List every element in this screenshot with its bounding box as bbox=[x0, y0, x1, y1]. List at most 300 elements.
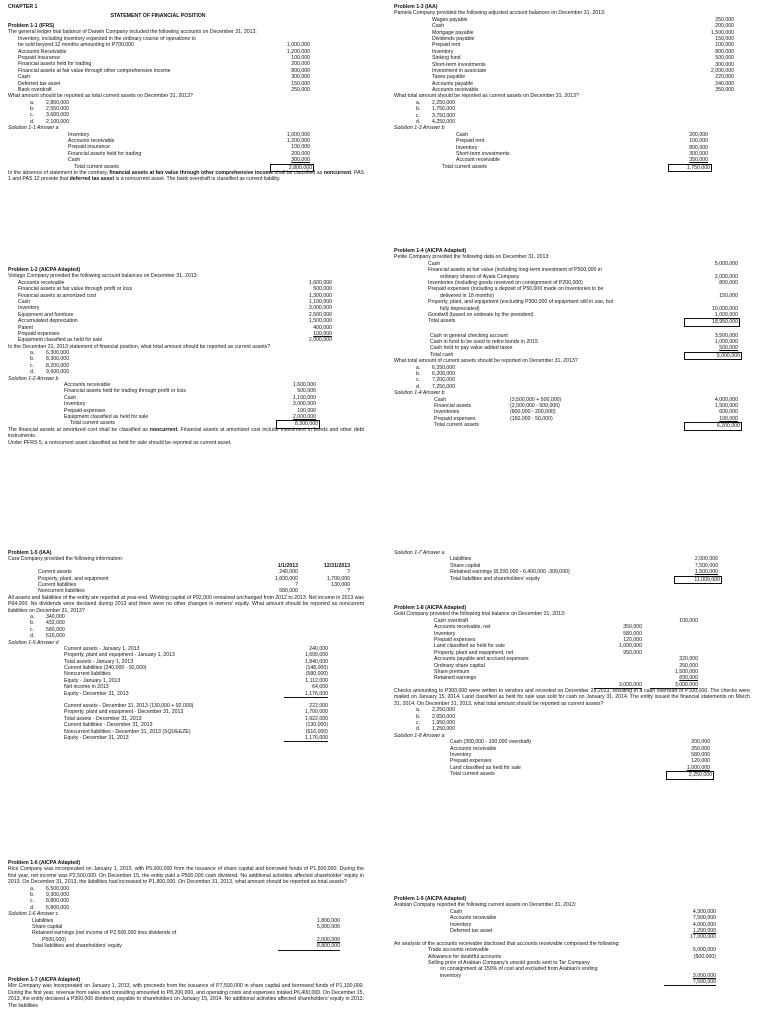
option-value: 7,250,000 bbox=[432, 383, 456, 390]
option-value: 7,200,000 bbox=[432, 377, 456, 384]
item-value: 400,000 bbox=[313, 324, 332, 331]
option-value: 340,000 bbox=[46, 613, 65, 620]
item-label: Prepaid expenses bbox=[450, 758, 492, 765]
item-value: 2,000,000 bbox=[694, 556, 718, 563]
item-value: 8,300,000 bbox=[276, 420, 320, 428]
question: What amount should be reported as total current assets on December 31, 2013? bbox=[8, 93, 193, 100]
consignment-row: on consignment at 150% of cost and excluded from Arabian's ending bbox=[440, 966, 598, 973]
item-label: Total current assets bbox=[70, 420, 115, 427]
options-list bbox=[394, 100, 750, 126]
item-value: 1,750,000 bbox=[668, 164, 712, 172]
item-value: 250,000 bbox=[291, 86, 310, 93]
item-label: Total current assets bbox=[442, 163, 487, 170]
item-label: Patent bbox=[18, 324, 33, 331]
item-label: Cash overdraft bbox=[434, 617, 469, 624]
item-label: Total current assets bbox=[434, 422, 479, 429]
solution-label: Solution 1-3 Answer b bbox=[394, 125, 445, 132]
item-value: 2,500,000 bbox=[308, 311, 332, 318]
item-value: (148,000) bbox=[305, 665, 328, 672]
item-label: Total current assets bbox=[450, 771, 495, 778]
item-label: Prepaid rent bbox=[456, 138, 485, 145]
item-value: 5,000,000 bbox=[684, 352, 742, 360]
item-value: 300,000 bbox=[715, 61, 734, 68]
item-value: ? bbox=[347, 569, 350, 576]
item-value: 500,000 bbox=[719, 345, 738, 352]
item-value: (580,000) bbox=[305, 671, 328, 678]
explanation: The financial assets at amortized cost shall be classified as noncurrent. Financial assets at amortized cost include investment in bonds and other debt instruments. bbox=[8, 426, 364, 440]
item-label: Inventory bbox=[68, 131, 90, 138]
solution-list-1 bbox=[8, 646, 364, 697]
option-value: 1,950,000 bbox=[432, 720, 456, 727]
problem-intro: Arabian Company reported the following current assets on December 31, 2013: bbox=[394, 902, 577, 909]
option-letter: d. bbox=[30, 369, 35, 376]
solution-label: Solution 1-5 Answer d bbox=[8, 639, 59, 646]
item-label: Investment in associate bbox=[432, 67, 487, 74]
item-value: 2,250,000 bbox=[666, 771, 714, 779]
solution-list-2 bbox=[8, 703, 364, 741]
item-value: 1,300,000 bbox=[308, 292, 332, 299]
option-letter: a. bbox=[416, 364, 421, 371]
item-value: 800,000 bbox=[715, 48, 734, 55]
item-label: Total assets - January 1, 2013 bbox=[64, 658, 134, 665]
data-row: Prepaid expenses (including a deposit of P50,000 made on inventories to be bbox=[428, 286, 604, 293]
item-label: Accounts Receivable bbox=[18, 48, 67, 55]
problem-intro: Violago Company provided the following account balances on December 31, 2013: bbox=[8, 273, 198, 280]
solution-row: Share capital 5,000,000 bbox=[32, 923, 340, 930]
item-label: Ordinary share capital bbox=[434, 662, 485, 669]
item-label: Account receivable bbox=[456, 157, 500, 164]
item-label: Noncurrent liabilities - December 31, 2013 (SQUEEZE) bbox=[64, 728, 191, 735]
item-label: Current liabilities - December 31, 2013 bbox=[64, 722, 153, 729]
solution-row bbox=[8, 691, 364, 697]
item-calculation: (150,000 - 50,000) bbox=[510, 415, 553, 422]
item-value: 2,000,000 bbox=[710, 67, 734, 74]
item-label: Accounts receivable bbox=[18, 279, 65, 286]
item-label: Equipment classified as held for sale bbox=[18, 337, 103, 344]
options-list bbox=[8, 886, 364, 912]
item-label: Net income in 2013 bbox=[64, 684, 109, 691]
item-label: Total current assets bbox=[74, 163, 119, 170]
option-value: 8,300,000 bbox=[46, 356, 70, 363]
item-value: 320,000 bbox=[679, 656, 698, 663]
item-value: 100,000 bbox=[679, 617, 698, 624]
option-letter: d. bbox=[416, 119, 421, 126]
explanation: In the absence of statement to the contrary, financial assets at fair value through other comprehensive income shall be classified as noncurrent. PAS 1 and PAS 12 provide that deferred tax asset is a noncurrent asset. The bank overdraft is classified as current liability. bbox=[8, 169, 364, 183]
options-list bbox=[8, 100, 364, 126]
solution-list bbox=[394, 397, 750, 429]
item-label: Total assets - December 31, 2013 bbox=[64, 715, 142, 722]
option-letter: d. bbox=[416, 383, 421, 390]
item-value: 950,000 bbox=[623, 649, 642, 656]
option-value: 2,050,000 bbox=[432, 713, 456, 720]
item-value: 300,000 bbox=[291, 157, 310, 164]
item-label: Allowance for doubtful accounts bbox=[428, 953, 502, 960]
problem-1-4 bbox=[394, 248, 750, 429]
option-letter: b. bbox=[30, 106, 35, 113]
item-value: 100,000 bbox=[297, 407, 316, 414]
item-label: Prepaid Insurance bbox=[18, 54, 61, 61]
item-label: Inventory bbox=[450, 921, 472, 928]
item-label: Dividends payable bbox=[432, 35, 475, 42]
consignment-row: Selling price of Arabian Company's unsold goods sent to Tar Company bbox=[428, 959, 590, 966]
item-label: Sinking fund bbox=[432, 55, 461, 62]
problem-title: Problem 1-9 (AICPA Adapted) bbox=[394, 896, 467, 902]
item-value: 130,000 bbox=[331, 581, 350, 588]
option-letter: a. bbox=[30, 613, 35, 620]
option-value: 2,250,000 bbox=[432, 707, 456, 714]
solution-label: Solution 1-4 Answer b bbox=[394, 390, 445, 397]
item-label: Inventory, including inventory expected in the ordinary course of operations to bbox=[18, 35, 196, 42]
problem-1-6 bbox=[8, 860, 364, 950]
item-value: 1,922,000 bbox=[304, 715, 328, 722]
item-value: 64,000 bbox=[312, 684, 328, 691]
item-label: Cash (300,000 - 100,000 overdraft) bbox=[450, 739, 532, 746]
item-label: Prepaid expenses bbox=[434, 415, 476, 422]
option-letter: c. bbox=[416, 720, 421, 727]
item-label: Current assets - January 1, 2013 bbox=[64, 645, 140, 652]
item-label: Taxes payable bbox=[432, 74, 466, 81]
item-label: Accounts receivable, net bbox=[434, 624, 491, 631]
item-label: Mortgage payable bbox=[432, 29, 474, 36]
analysis-intro: An analysis of the accounts receivable disclosed that accounts receivable comprised the following: bbox=[394, 940, 620, 947]
option-value: 432,000 bbox=[46, 620, 65, 627]
item-value: 1,100,000 bbox=[292, 394, 316, 401]
item-value: 4,300,000 bbox=[692, 908, 716, 915]
item-label: Accounts receivable bbox=[432, 87, 479, 94]
item-value: 250,000 bbox=[679, 662, 698, 669]
item-value: 1,500,000 bbox=[694, 569, 718, 576]
item-label: Cash in fund to be used to retire bonds in 2015 bbox=[430, 339, 538, 346]
item-value: 1,600,000 bbox=[274, 575, 298, 582]
explanation-2: Under PFRS 5, a noncurrent asset classified as held for sale should be reported as current asset. bbox=[8, 439, 232, 446]
item-label: be sold beyond 12 months amounting to P700,000 bbox=[18, 42, 134, 49]
data-row: Property, plant, and equipment (excluding P300,000 of equipment still in use, but bbox=[428, 299, 614, 306]
problem-title: Problem 1-3 (IAA) bbox=[394, 4, 438, 10]
option-value: 6,300,000 bbox=[46, 350, 70, 357]
option-value: 1,750,000 bbox=[432, 106, 456, 113]
item-label: Land classified as held for sale bbox=[450, 764, 521, 771]
item-value: (500,000) bbox=[693, 953, 716, 960]
item-label: Total liabilities and shareholders' equity bbox=[450, 575, 540, 582]
option-letter: b. bbox=[30, 620, 35, 627]
item-value: 1,600,000 bbox=[292, 382, 316, 389]
item-value: 1,176,000 bbox=[284, 735, 328, 742]
item-label: Short-term investments bbox=[432, 61, 486, 68]
item-label: Retained earnings bbox=[434, 675, 477, 682]
option-value: 9,600,000 bbox=[46, 369, 70, 376]
item-value: ? bbox=[347, 588, 350, 595]
item-value: 1,500,000 bbox=[714, 402, 738, 409]
data-row: fully depreciated) 10,000,000 bbox=[440, 305, 738, 312]
item-label: Short-term investments bbox=[456, 150, 510, 157]
problem-paragraph: Rice Company was incorporated on January 1, 2013, with P5,000,000 from the issuance of share capital and borrowed funds of P1,500,000. During the first year, net income was P2,500,000. On December 15, the entity paid a P500,000 cash dividend. No additional activities affected shareholder' equity in 2013. On December 31, 2013, the liabilities had increased to P1,800,000. On December 31, 2013, what amount should be reported as total assets? bbox=[8, 866, 364, 886]
question: What total amount of current assets should be reported on December 31, 2013? bbox=[394, 358, 578, 365]
item-label: Accounts payable bbox=[432, 80, 473, 87]
option-value: 6,500,000 bbox=[46, 885, 70, 892]
item-label: Deferred tax asset bbox=[18, 80, 61, 87]
solution-row bbox=[394, 771, 750, 777]
item-value: ? bbox=[295, 581, 298, 588]
trial-balance-total: 3,000,000 3,000,000 bbox=[394, 682, 750, 688]
item-value: 580,000 bbox=[691, 752, 710, 759]
item-label: Accounts receivable bbox=[64, 382, 111, 389]
item-value: 120,000 bbox=[623, 636, 642, 643]
item-label: Cash in general checking account bbox=[430, 332, 508, 339]
item-value: 1,700,000 bbox=[304, 709, 328, 716]
data-row: Cash 5,000,000 bbox=[428, 260, 738, 267]
solution-list bbox=[8, 382, 364, 427]
item-value: 1,000,000 bbox=[286, 131, 310, 138]
item-label: Inventory bbox=[450, 752, 472, 759]
item-value: 1,000,000 bbox=[686, 764, 710, 771]
data-row: Inventories (including goods received on consignment of P200,000) 800,000 bbox=[428, 279, 738, 286]
item-value: 800,000 bbox=[689, 144, 708, 151]
item-value: 150,000 bbox=[715, 35, 734, 42]
item-value: 3,000,000 bbox=[308, 305, 332, 312]
account-list bbox=[394, 17, 750, 94]
item-label: Accounts receivable bbox=[450, 745, 497, 752]
option-letter: a. bbox=[416, 707, 421, 714]
option-value: 3,750,000 bbox=[432, 112, 456, 119]
receivables-total: 7,500,000 bbox=[394, 979, 750, 985]
problem-title: Problem 1-6 (AICPA Adapted) bbox=[8, 860, 81, 866]
cash-breakdown bbox=[394, 333, 750, 359]
item-value: 7,500,000 bbox=[692, 915, 716, 922]
item-label: Property, plant and equipment - January 1, 2013 bbox=[64, 652, 175, 659]
item-label: Prepaid expenses bbox=[64, 407, 106, 414]
option-letter: d. bbox=[30, 633, 35, 640]
data-row: Financial assets at fair value (including long-term investment of P500,000 in bbox=[428, 267, 602, 274]
item-label: Noncurrent liabilities bbox=[38, 588, 85, 595]
option-value: 4,250,000 bbox=[432, 119, 456, 126]
option-value: 6,200,000 bbox=[432, 371, 456, 378]
item-value: 300,000 bbox=[291, 74, 310, 81]
solution-label: Solution 1-8 Answer a bbox=[394, 732, 445, 739]
option-value: 1,250,000 bbox=[432, 726, 456, 733]
item-label: Inventory bbox=[434, 630, 456, 637]
item-value: 4,000,000 bbox=[692, 921, 716, 928]
item-label: Financial assets held for trading bbox=[68, 150, 142, 157]
item-label: Cash bbox=[456, 131, 469, 138]
option-letter: b. bbox=[30, 356, 35, 363]
option-value: 616,000 bbox=[46, 633, 65, 640]
solution-label: Solution 1-7 Answer a bbox=[394, 550, 445, 556]
option-letter: a. bbox=[416, 99, 421, 106]
item-label: Prepaid expenses bbox=[18, 330, 60, 337]
solution-row bbox=[394, 164, 750, 170]
item-label: Inventory bbox=[456, 144, 478, 151]
item-label: Property, plant and equipment, net bbox=[434, 649, 514, 656]
problem-title: Problem 1-4 (AICPA Adapted) bbox=[394, 248, 467, 254]
item-value: 350,000 bbox=[623, 624, 642, 631]
item-label: Property, plant, and equipment bbox=[38, 575, 109, 582]
solution-list bbox=[394, 739, 750, 777]
options-list bbox=[394, 365, 750, 391]
consignment-row: inventory 3,000,000 bbox=[440, 972, 716, 979]
option-letter: a. bbox=[30, 885, 35, 892]
item-label: Cash bbox=[18, 74, 31, 81]
item-label: Bank overdraft bbox=[18, 86, 52, 93]
solution-row: P500,000) 2,000,000 bbox=[42, 936, 340, 943]
problem-1-1 bbox=[8, 23, 364, 183]
item-label: Equity - December 31, 2013 bbox=[64, 734, 129, 741]
problem-paragraph: Checks amounting to P300,000 were written to vendors and recorded on December 29,2013, resulting in a cash overdraft of P100,000. The checks were mailed on January 15, 2014. Land classified as held for sale was sold for cash on January 31, 2014. The entity issued the financial statements on March 31, 2014. On December 31, 2013, what total amount should be reported as current assets? bbox=[394, 688, 750, 707]
item-label: Share capital bbox=[450, 562, 481, 569]
item-value: 100,000 bbox=[291, 54, 310, 61]
item-value: 100,000 bbox=[689, 138, 708, 145]
option-letter: b. bbox=[416, 713, 421, 720]
item-label: Current assets bbox=[38, 569, 72, 576]
item-value: 500,000 bbox=[715, 55, 734, 62]
item-value: 1,200,000 bbox=[286, 138, 310, 145]
option-letter: d. bbox=[416, 726, 421, 733]
item-value: 240,000 bbox=[279, 569, 298, 576]
item-label: Accumulated depreciation bbox=[18, 318, 78, 325]
problem-intro: Pamela Company provided the following adjusted account balances on December 31, 2013: bbox=[394, 10, 606, 17]
option-letter: b. bbox=[30, 892, 35, 898]
problem-title: Problem 1-2 (AICPA Adapted) bbox=[8, 267, 81, 273]
problem-1-7 bbox=[8, 977, 364, 1009]
option-value: 3,600,000 bbox=[46, 112, 70, 119]
item-value: 1,500,000 bbox=[674, 668, 698, 675]
item-value: 2,800,000 bbox=[270, 164, 314, 172]
item-label: Inventory bbox=[18, 305, 40, 312]
item-value: 2,000,000 bbox=[292, 413, 316, 420]
item-value: (616,000) bbox=[305, 728, 328, 735]
item-label: Share premium bbox=[434, 668, 470, 675]
option-value: 6,800,000 bbox=[46, 904, 70, 911]
options-list bbox=[394, 707, 750, 733]
item-value: 350,000 bbox=[715, 87, 734, 94]
item-label: Equity - January 1, 2013 bbox=[64, 677, 121, 684]
option-value: 6,250,000 bbox=[432, 364, 456, 371]
option-letter: a. bbox=[30, 350, 35, 357]
item-label: Cash bbox=[18, 298, 31, 305]
item-label: Financial assets bbox=[434, 402, 472, 409]
item-value: 250,000 bbox=[715, 16, 734, 23]
trial-balance bbox=[394, 618, 750, 682]
problem-1-5 bbox=[8, 550, 364, 741]
item-label: Trade accounts receivable bbox=[428, 947, 489, 954]
item-value: 350,000 bbox=[689, 157, 708, 164]
item-value: 350,000 bbox=[691, 745, 710, 752]
option-value: 8,200,000 bbox=[46, 362, 70, 369]
item-value: 200,000 bbox=[689, 131, 708, 138]
item-value: 3,500,000 bbox=[714, 332, 738, 339]
chapter-label: CHAPTER 1 bbox=[8, 4, 38, 10]
receivables-list bbox=[394, 947, 750, 960]
option-letter: c. bbox=[30, 112, 35, 119]
item-value: 1,000,000 bbox=[286, 42, 310, 49]
option-letter: c. bbox=[30, 362, 35, 369]
item-value: 1,100,000 bbox=[308, 298, 332, 305]
option-value: 8,800,000 bbox=[46, 898, 70, 905]
question: In the December 31, 2013 statement of financial position, what total amount should be reported as current assets? bbox=[8, 343, 271, 350]
item-value: 500,000 bbox=[297, 388, 316, 395]
item-value: 830,000 bbox=[679, 675, 698, 682]
option-value: 9,300,000 bbox=[46, 892, 70, 898]
balance-table bbox=[8, 569, 364, 595]
item-label: Inventories bbox=[434, 409, 460, 416]
solution-row: Liabilities 1,800,000 bbox=[32, 917, 340, 924]
item-value: (130,000) bbox=[305, 722, 328, 729]
item-value: 100,000 bbox=[291, 144, 310, 151]
item-label: Cash bbox=[68, 157, 81, 164]
item-value: 1,200,000 bbox=[692, 927, 716, 934]
question: What total amount should be reported as current assets on December 31, 2013? bbox=[394, 93, 579, 100]
problem-1-9 bbox=[394, 896, 750, 985]
solution-1-7 bbox=[394, 550, 750, 582]
item-value: 4,000,000 bbox=[714, 396, 738, 403]
solution-row bbox=[8, 420, 364, 426]
option-value: 2,100,000 bbox=[46, 118, 70, 125]
item-value: 1,840,000 bbox=[304, 658, 328, 665]
item-label: Inventory bbox=[64, 401, 86, 408]
solution-list bbox=[8, 132, 364, 170]
solution-label: Solution 1-2 Answer b bbox=[8, 375, 59, 382]
item-value: 1,000,000 bbox=[618, 643, 642, 650]
problem-intro: Cara Company provided the following information: bbox=[8, 556, 124, 563]
item-label: Equity - December 31, 2013 bbox=[64, 690, 129, 697]
item-label: Financial assets at fair value through other comprehensive income bbox=[18, 67, 171, 74]
item-calculation: (800,000 - 200,000) bbox=[510, 409, 556, 416]
item-value: 800,000 bbox=[291, 67, 310, 74]
option-letter: d. bbox=[30, 904, 35, 911]
item-calculation: (2,000,000 - 500,000) bbox=[510, 402, 560, 409]
solution-row bbox=[394, 422, 750, 428]
problem-paragraph: Mirr Company was incorporated on January 1, 2013, with proceeds from the issuance of P7,500,000 in share capital and borrowed funds of P1,100,000. During the first year, revenue from sales and consulting amounted to P8,200,000, and operating costs and expenses totaled P6,400,000. On December 15, 2013, the entity declared a P300,000 dividend, payable to shareholders on January 15, 2014. No additional activities affected shareholders' equity in 2013. The liabilities bbox=[8, 983, 364, 1009]
item-label: Current liabilities (240,000 - 92,000) bbox=[64, 665, 147, 672]
data-row: delivered in 18 months) 150,000 bbox=[440, 292, 738, 299]
item-value: 200,000 bbox=[715, 23, 734, 30]
item-value: 7,500,000 bbox=[694, 562, 718, 569]
item-value: 150,000 bbox=[291, 80, 310, 87]
item-label: Cash bbox=[434, 396, 447, 403]
statement-title: STATEMENT OF FINANCIAL POSITION bbox=[110, 13, 206, 19]
item-label: Cash bbox=[64, 394, 77, 401]
option-letter: a. bbox=[30, 99, 35, 106]
item-label: Deferred tax asset bbox=[450, 927, 493, 934]
item-value: 300,000 bbox=[689, 150, 708, 157]
item-label: Land classified as held for sale bbox=[434, 643, 505, 650]
problem-intro: Petite Company provided the following data on December 31, 2013: bbox=[394, 254, 550, 261]
item-calculation: (3,500,000 + 500,000) bbox=[510, 396, 562, 403]
item-value: 200,000 bbox=[691, 739, 710, 746]
page-header bbox=[8, 4, 364, 19]
item-value: 1,600,000 bbox=[304, 652, 328, 659]
options-list bbox=[8, 614, 364, 640]
item-value: 200,000 bbox=[291, 61, 310, 68]
item-value: 1,000,000 bbox=[714, 339, 738, 346]
item-value: 580,000 bbox=[623, 630, 642, 637]
option-value: 2,800,000 bbox=[46, 99, 70, 106]
item-value: 3,000,000 bbox=[292, 401, 316, 408]
option-letter: c. bbox=[30, 626, 35, 633]
option-letter: d. bbox=[30, 118, 35, 125]
account-list bbox=[8, 36, 364, 94]
item-label: Accounts receivable bbox=[450, 915, 497, 922]
problem-1-2 bbox=[8, 267, 364, 446]
solution-row: Retained earnings (net income of P2,500,000 less dividends of bbox=[32, 930, 177, 937]
item-label: Equipment classified as held for sale bbox=[64, 413, 149, 420]
item-value: 1,500,000 bbox=[710, 29, 734, 36]
item-value: 200,000 bbox=[291, 150, 310, 157]
solution-row bbox=[8, 164, 364, 170]
data-row: Goodwill (based on estimate by the president) 1,000,000 bbox=[428, 311, 738, 318]
item-label: Financial assets at amortized cost bbox=[18, 292, 97, 299]
item-value: 1,112,000 bbox=[305, 677, 328, 684]
item-value: 1,200,000 bbox=[286, 48, 310, 55]
